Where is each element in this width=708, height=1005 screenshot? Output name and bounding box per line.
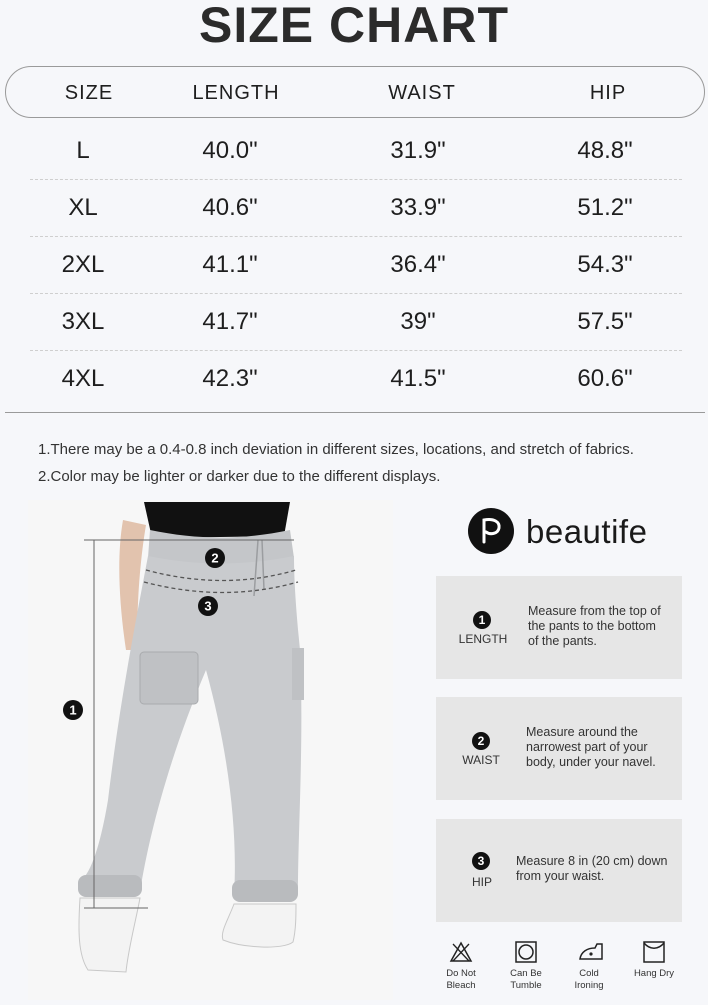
badge-waist-number: 2 — [211, 550, 219, 566]
care-label — [624, 968, 684, 980]
desc-line: narrowest part of your — [526, 740, 648, 754]
cell-waist: 33.9" — [390, 194, 446, 221]
table-row — [30, 236, 682, 293]
cargo-pocket-left — [140, 652, 198, 704]
header-size: SIZE — [64, 82, 114, 104]
care-label-line: Bleach — [446, 980, 476, 991]
table-bottom-rule — [5, 412, 705, 413]
badge-hip-number: 3 — [204, 598, 212, 614]
care-label — [496, 968, 556, 992]
table-row — [30, 179, 682, 236]
desc-line: from your waist. — [516, 869, 605, 883]
cell-size: 4XL — [61, 365, 105, 392]
care-label-line: Tumble — [510, 980, 542, 991]
cell-hip: 51.2" — [577, 194, 633, 221]
badge-length — [63, 700, 83, 720]
cargo-pocket-right — [292, 648, 304, 700]
cold-ironing-icon — [577, 940, 601, 964]
header-hip: HIP — [589, 82, 627, 104]
measure-number-badge: 1 — [473, 611, 491, 629]
black-top — [144, 502, 290, 538]
badge-hip — [198, 596, 218, 616]
desc-line: body, under your navel. — [526, 755, 656, 769]
care-label-line: Ironing — [574, 980, 604, 991]
care-label-line: Do Not — [446, 968, 476, 979]
cell-length: 41.1" — [202, 251, 258, 278]
care-do-not-bleach — [431, 940, 491, 992]
badge-waist — [205, 548, 225, 568]
table-row — [30, 293, 682, 350]
badge-length-number: 1 — [69, 702, 77, 718]
measure-description — [526, 725, 656, 770]
desc-line: Measure around the — [526, 725, 638, 739]
tumble-dry-icon — [514, 940, 538, 964]
do-not-bleach-icon — [449, 940, 473, 964]
cell-length: 40.6" — [202, 194, 258, 221]
cell-waist: 41.5" — [390, 365, 446, 392]
left-shoe — [79, 898, 140, 972]
table-row — [30, 122, 682, 179]
care-label-line: Hang Dry — [633, 968, 675, 979]
cell-hip: 48.8" — [577, 137, 633, 164]
cell-waist: 36.4" — [390, 251, 446, 278]
care-label-line: Can Be — [510, 968, 542, 979]
brand-name: beautife — [526, 513, 648, 550]
table-header — [5, 66, 705, 118]
beautife-logo-icon — [468, 508, 514, 554]
measure-description — [528, 604, 661, 649]
cell-size: 2XL — [61, 251, 105, 278]
left-cuff — [78, 875, 142, 897]
cell-size: L — [76, 137, 90, 164]
table-row — [30, 350, 682, 407]
right-shoe — [222, 904, 296, 947]
note-1: 1.There may be a 0.4-0.8 inch deviation in different sizes, locations, and stretch of fabrics. — [38, 441, 634, 458]
cell-size: XL — [68, 194, 98, 221]
measure-card-length — [436, 576, 682, 679]
cell-waist: 39" — [400, 308, 436, 335]
notes — [38, 436, 698, 490]
pants-illustration — [28, 500, 393, 1000]
hang-dry-icon — [642, 940, 666, 964]
desc-line: Measure 8 in (20 cm) down — [516, 854, 668, 868]
measure-label: LENGTH — [458, 632, 508, 646]
cell-waist: 31.9" — [390, 137, 446, 164]
care-label — [559, 968, 619, 992]
cell-length: 40.0" — [202, 137, 258, 164]
note-2: 2.Color may be lighter or darker due to the different displays. — [38, 468, 441, 485]
measure-label: WAIST — [462, 753, 500, 767]
care-tumble — [496, 940, 556, 992]
measure-description — [516, 854, 667, 884]
product-photo — [28, 500, 393, 1000]
cell-size: 3XL — [61, 308, 105, 335]
desc-line: the pants to the bottom — [528, 619, 656, 633]
measure-card-waist — [436, 697, 682, 800]
right-cuff — [232, 880, 298, 902]
cell-hip: 60.6" — [577, 365, 633, 392]
measure-number-badge: 2 — [472, 732, 490, 750]
cell-hip: 57.5" — [577, 308, 633, 335]
measure-number-badge: 3 — [472, 852, 490, 870]
cell-length: 41.7" — [202, 308, 258, 335]
desc-line: Measure from the top of — [528, 604, 661, 618]
desc-line: of the pants. — [528, 634, 597, 648]
cell-hip: 54.3" — [577, 251, 633, 278]
measure-label: HIP — [471, 875, 493, 889]
measure-card-hip — [436, 819, 682, 922]
care-label-line: Cold — [579, 968, 599, 979]
header-length: LENGTH — [192, 82, 280, 104]
header-waist: WAIST — [388, 82, 456, 104]
care-hang-dry — [624, 940, 684, 980]
pants-body — [78, 556, 301, 895]
page-title: SIZE CHART — [199, 0, 509, 53]
care-cold-ironing — [559, 940, 619, 992]
cell-length: 42.3" — [202, 365, 258, 392]
care-label — [431, 968, 491, 992]
